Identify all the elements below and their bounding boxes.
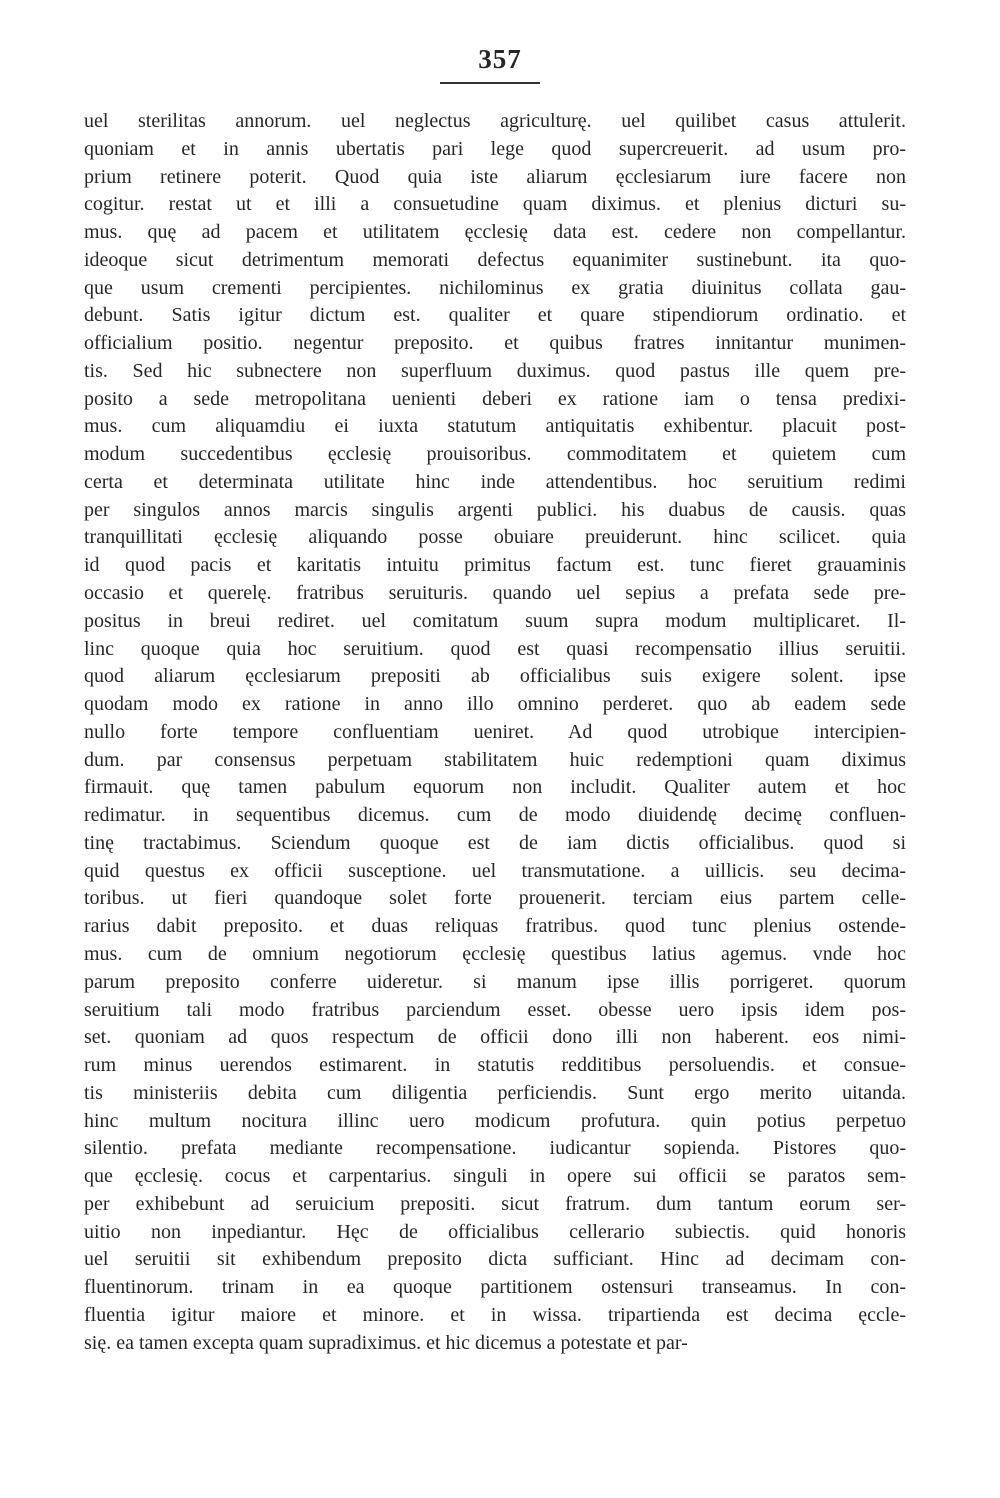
text-line: set. quoniam ad quos respectum de officii dono illi non haberent. eos nimi-: [84, 1026, 906, 1049]
text-line: firmauit. quę tamen pabulum equorum non includit. Qualiter autem et hoc: [84, 776, 906, 799]
text-line: debunt. Satis igitur dictum est. qualiter et quare stipendiorum ordinatio. et: [84, 304, 906, 327]
text-line: quoniam et in annis ubertatis pari lege quod supercreuerit. ad usum pro-: [84, 137, 906, 160]
text-line: mus. quę ad pacem et utilitatem ęcclesię data est. cedere non compellantur.: [84, 221, 906, 244]
text-line: cogitur. restat ut et illi a consuetudine quam diximus. et plenius dicturi su-: [84, 193, 906, 216]
text-line: tis ministeriis debita cum diligentia perficiendis. Sunt ergo merito uitanda.: [84, 1081, 906, 1104]
header-rule: [440, 82, 540, 84]
text-line: occasio et querelę. fratribus seruituris. quando uel sepius a prefata sede pre-: [84, 582, 906, 605]
text-line: fluentia igitur maiore et minore. et in wissa. tripartienda est decima ęccle-: [84, 1303, 906, 1326]
text-line: rarius dabit preposito. et duas reliquas fratribus. quod tunc plenius ostende-: [84, 915, 906, 938]
text-line: rum minus uerendos estimarent. in statutis redditibus persoluendis. et consue-: [84, 1054, 906, 1077]
text-line: fluentinorum. trinam in ea quoque partitionem ostensuri transeamus. In con-: [84, 1276, 906, 1299]
text-line: seruitium tali modo fratribus parciendum esset. obesse uero ipsis idem pos-: [84, 998, 906, 1021]
text-line: per singulos annos marcis singulis argenti publici. his duabus de causis. quas: [84, 498, 906, 521]
text-line: prium retinere poterit. Quod quia iste aliarum ęcclesiarum iure facere non: [84, 165, 906, 188]
text-line: tinę tractabimus. Sciendum quoque est de iam dictis officialibus. quod si: [84, 831, 906, 854]
text-line: tis. Sed hic subnectere non superfluum duximus. quod pastus ille quem pre-: [84, 359, 906, 382]
text-line: modum succedentibus ęcclesię prouisoribus. commoditatem et quietem cum: [84, 443, 906, 466]
text-line: id quod pacis et karitatis intuitu primitus factum est. tunc fieret grauaminis: [84, 554, 906, 577]
text-line: się. ea tamen excepta quam supradiximus. et hic dicemus a potestate et par-: [84, 1331, 688, 1354]
text-line: quodam modo ex ratione in anno illo omnino perderet. quo ab eadem sede: [84, 693, 906, 716]
text-line: quod aliarum ęcclesiarum prepositi ab officialibus suis exigere solent. ipse: [84, 665, 906, 688]
text-line: uel sterilitas annorum. uel neglectus agriculturę. uel quilibet casus attulerit.: [84, 110, 906, 132]
text-line: mus. cum de omnium negotiorum ęcclesię questibus latius agemus. vnde hoc: [84, 942, 906, 965]
text-line: quid questus ex officii susceptione. uel transmutatione. a uillicis. seu decima-: [84, 859, 906, 882]
text-line: toribus. ut fieri quandoque solet forte prouenerit. terciam eius partem celle-: [84, 887, 906, 910]
text-line: certa et determinata utilitate hinc inde attendentibus. hoc seruitium redimi: [84, 470, 906, 493]
text-line: redimatur. in sequentibus dicemus. cum de modo diuidendę decimę confluen-: [84, 804, 906, 827]
text-line: mus. cum aliquamdiu ei iuxta statutum antiquitatis exhibentur. placuit post-: [84, 415, 906, 438]
text-line: silentio. prefata mediante recompensatione. iudicantur sopienda. Pistores quo-: [84, 1137, 906, 1160]
text-line: que usum crementi percipientes. nichilominus ex gratia diuinitus collata gau-: [84, 276, 906, 299]
text-line: parum preposito conferre uideretur. si manum ipse illis porrigeret. quorum: [84, 970, 906, 993]
page-number: 357: [478, 44, 522, 74]
text-line: dum. par consensus perpetuam stabilitatem huic redemptioni quam diximus: [84, 748, 906, 771]
text-line: linc quoque quia hoc seruitium. quod est quasi recompensatio illius seruitii.: [84, 637, 906, 660]
text-line: posito a sede metropolitana uenienti deberi ex ratione iam o tensa predixi-: [84, 387, 906, 410]
text-line: tranquillitati ęcclesię aliquando posse obuiare preuiderunt. hinc scilicet. quia: [84, 526, 906, 549]
body-text: [84, 108, 906, 1357]
text-line: ideoque sicut detrimentum memorati defectus equanimiter sustinebunt. ita quo-: [84, 248, 906, 271]
text-line: per exhibebunt ad seruicium prepositi. sicut fratrum. dum tantum eorum ser-: [84, 1192, 906, 1215]
text-line: hinc multum nocitura illinc uero modicum profutura. quin potius perpetuo: [84, 1109, 906, 1132]
text-line: officialium positio. negentur preposito. et quibus fratres innitantur munimen-: [84, 332, 906, 355]
text-line: uitio non inpediantur. Hęc de officialibus cellerario subiectis. quid honoris: [84, 1220, 906, 1243]
text-line: uel seruitii sit exhibendum preposito dicta sufficiant. Hinc ad decimam con-: [84, 1248, 906, 1271]
text-line: positus in breui rediret. uel comitatum suum supra modum multiplicaret. Il-: [84, 609, 906, 632]
text-line: nullo forte tempore confluentiam ueniret. Ad quod utrobique intercipien-: [84, 720, 906, 743]
text-line: que ęcclesię. cocus et carpentarius. singuli in opere sui officii se paratos sem-: [84, 1165, 906, 1188]
